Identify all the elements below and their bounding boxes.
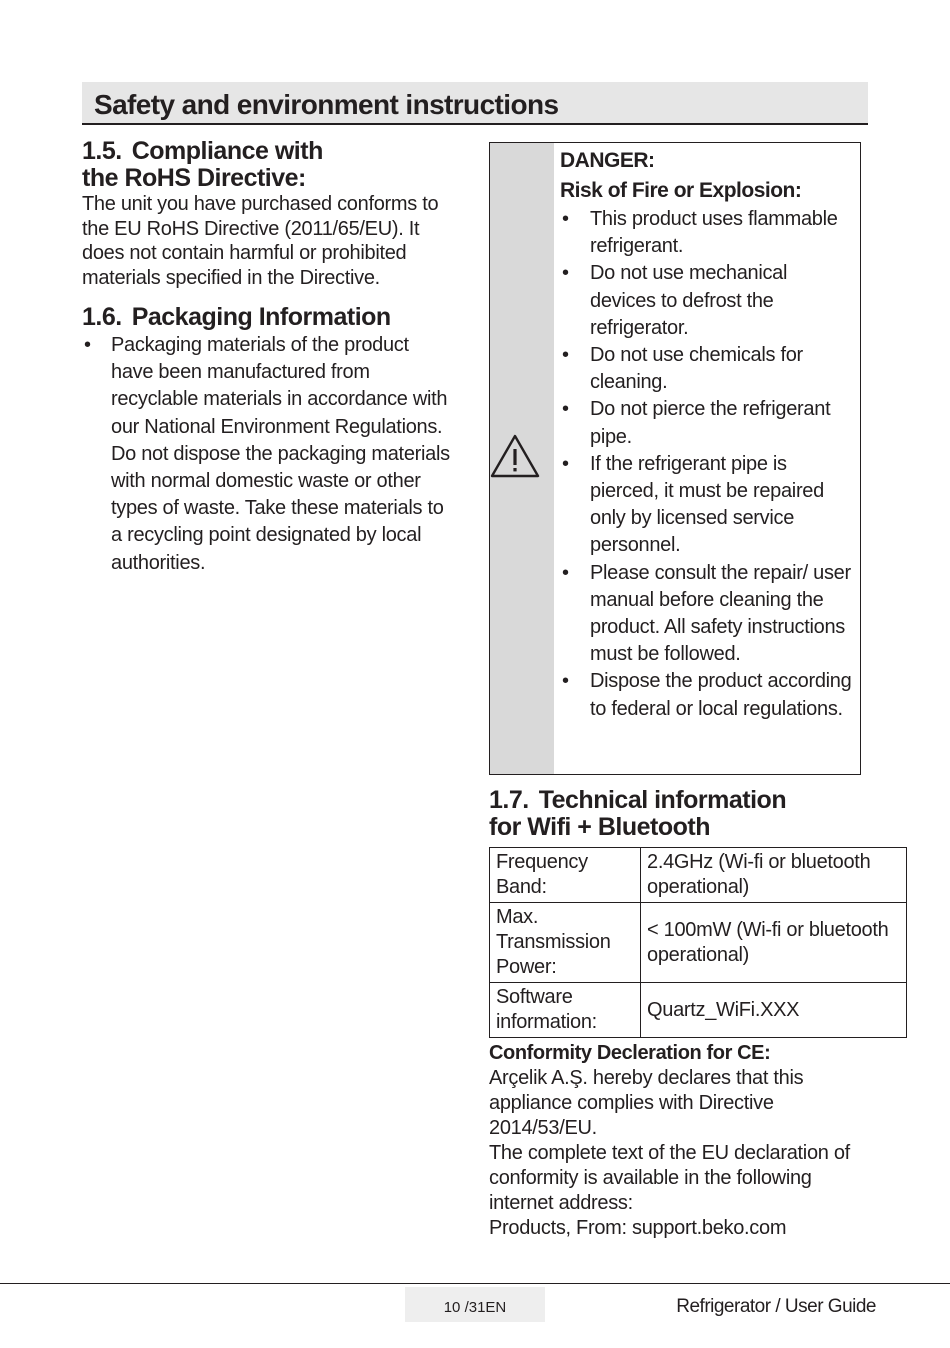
danger-item: • Please consult the repair/ user manual before cleaning the product. All safety instructions must be followed. bbox=[560, 560, 858, 669]
table-key: Frequency Band: bbox=[490, 848, 641, 903]
danger-label: DANGER: bbox=[560, 149, 655, 172]
page-number: 10 /31EN bbox=[405, 1287, 545, 1322]
table-key: Max. Transmission Power: bbox=[490, 903, 641, 983]
rohs-heading bbox=[82, 138, 454, 192]
rohs-title-line2: the RoHS Directive: bbox=[82, 164, 306, 192]
page-title: Safety and environment instructions bbox=[94, 89, 559, 120]
packaging-number: 1.6. bbox=[82, 303, 122, 331]
table-key: Software information: bbox=[490, 983, 641, 1038]
packaging-heading bbox=[82, 304, 454, 331]
conformity-line1: Arçelik A.Ş. hereby declares that this appliance complies with Directive 2014/53/EU. bbox=[489, 1067, 804, 1139]
table-row bbox=[490, 983, 907, 1038]
danger-item: • Do not use chemicals for cleaning. bbox=[560, 342, 858, 396]
rohs-title-line1: Compliance with bbox=[131, 137, 323, 165]
document-title: Refrigerator / User Guide bbox=[676, 1296, 876, 1317]
danger-item: • Do not pierce the refrigerant pipe. bbox=[560, 396, 858, 450]
table-value: 2.4GHz (Wi-fi or bluetooth operational) bbox=[641, 848, 907, 903]
danger-item: • This product uses flammable refrigerant. bbox=[560, 206, 858, 260]
technical-table bbox=[489, 847, 907, 1038]
technical-heading bbox=[489, 787, 907, 841]
technical-title-line2: for Wifi + Bluetooth bbox=[489, 813, 710, 841]
table-value: Quartz_WiFi.XXX bbox=[641, 983, 907, 1038]
danger-item: • Dispose the product according to federal or local regulations. bbox=[560, 668, 858, 722]
danger-item: • Do not use mechanical devices to defrost the refrigerator. bbox=[560, 260, 858, 342]
conformity-title: Conformity Decleration for CE: bbox=[489, 1042, 771, 1064]
footer-divider bbox=[0, 1283, 950, 1284]
conformity-line2: The complete text of the EU declaration of conformity is available in the following internet address: bbox=[489, 1142, 850, 1214]
table-value: < 100mW (Wi-fi or bluetooth operational) bbox=[641, 903, 907, 983]
rohs-body: The unit you have purchased conforms to the EU RoHS Directive (2011/65/EU). It does not contain harmful or prohibited materials specified in the Directive. bbox=[82, 193, 439, 289]
danger-content bbox=[560, 146, 858, 723]
technical-title-line1: Technical information bbox=[538, 786, 787, 814]
danger-box bbox=[489, 142, 861, 775]
danger-item: • If the refrigerant pipe is pierced, it must be repaired only by licensed service personnel. bbox=[560, 451, 858, 560]
section-header bbox=[82, 82, 868, 125]
right-column bbox=[489, 142, 907, 1241]
left-column bbox=[82, 138, 454, 577]
table-row bbox=[490, 848, 907, 903]
danger-list bbox=[560, 206, 858, 723]
rohs-number: 1.5. bbox=[82, 137, 122, 165]
packaging-title: Packaging Information bbox=[131, 303, 391, 331]
table-row bbox=[490, 903, 907, 983]
technical-number: 1.7. bbox=[489, 786, 529, 814]
conformity-line3: Products, From: support.beko.com bbox=[489, 1217, 787, 1239]
packaging-item: • Packaging materials of the product have been manufactured from recyclable materials in accordance with our National Environment Regulations. Do not dispose the packaging materials with normal domestic waste or other types of waste. Take these materials to a recycling point designated by local authorities. bbox=[82, 332, 454, 577]
danger-subtitle: Risk of Fire or Explosion: bbox=[560, 179, 802, 202]
warning-triangle-icon bbox=[490, 432, 540, 480]
packaging-list bbox=[82, 332, 454, 577]
